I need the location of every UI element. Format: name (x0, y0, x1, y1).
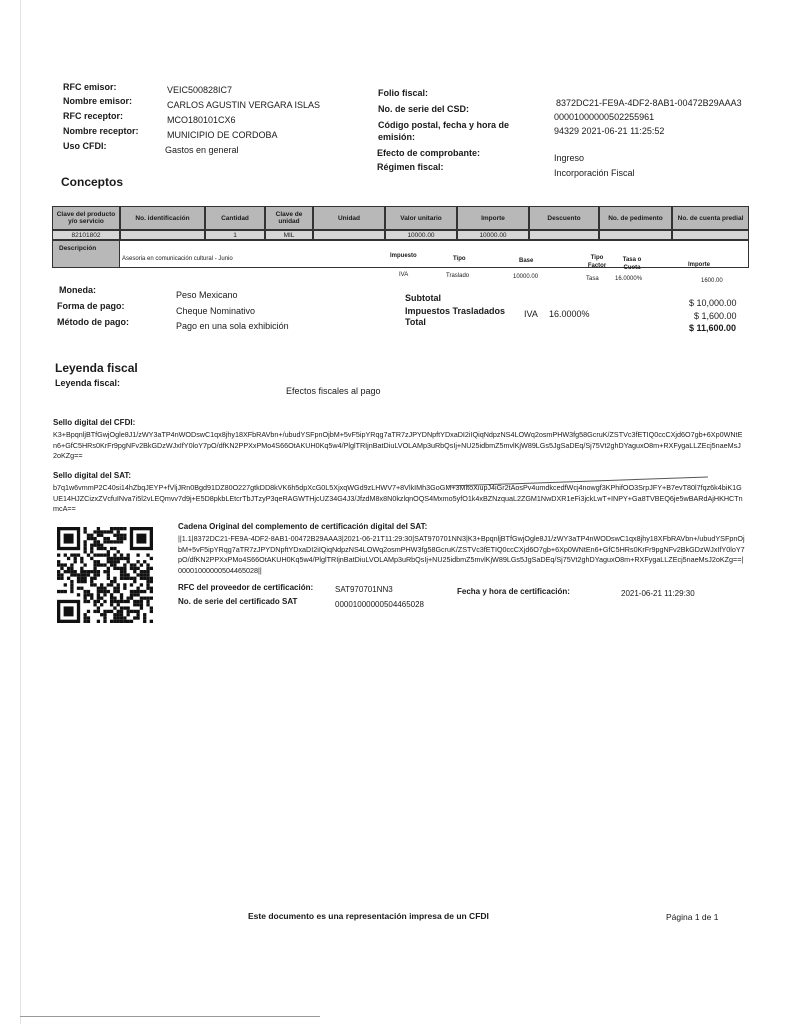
fecha-certificacion-value: 2021-06-21 11:29:30 (621, 589, 695, 598)
regimen-label: Régimen fiscal: (377, 162, 444, 172)
subtotal-label: Subtotal (405, 293, 441, 303)
col-no-cuenta-predial: No. de cuenta predial (672, 206, 749, 230)
uso-cfdi-value: Gastos en general (165, 145, 239, 155)
metodo-pago-label: Método de pago: (57, 317, 129, 327)
cp-label-2: emisión: (378, 132, 416, 142)
cell-no-cuenta-predial (672, 230, 749, 240)
cell-valor-unitario: 10000.00 (385, 230, 457, 240)
forma-pago-value: Cheque Nominativo (176, 306, 256, 316)
rfc-receptor-label: RFC receptor: (63, 111, 124, 121)
moneda-value: Peso Mexicano (176, 290, 238, 300)
descripcion-value: Asesoria en comunicación cultural - Junio (122, 256, 233, 262)
csd-value: 00001000000502255961 (554, 112, 655, 122)
cell-cantidad: 1 (205, 230, 265, 240)
impuestos-label: Impuestos Trasladados (405, 306, 506, 316)
folio-fiscal-value: 8372DC21-FE9A-4DF2-8AB1-00472B29AAA3 (556, 98, 742, 108)
moneda-label: Moneda: (59, 285, 96, 295)
tax-base-header: Base (519, 258, 534, 264)
cell-clave-producto: 82101802 (52, 230, 120, 240)
tax-impuesto-value: IVA (399, 272, 409, 278)
rfc-emisor-value: VEIC500828IC7 (167, 85, 233, 95)
cadena-value: ||1.1|8372DC21-FE9A-4DF2-8AB1-00472B29AAA3|2021-06-21T11:29:30|SAT970701NN3|K3+BpqnljBTfGwjOgle8J1/zWY3aTP4nWODswC1qx8jhy18XFbRAVbn+/ubudYSFpnOjbM+5vF5ipYRqg7aTR7zJPYDNpftYDxaDI2iIQiqNdpzNS4LOWq2osmPHW3fg58GcruK/ZSTVc3fETIQ0ccCXjd6O7gb+6Xp0WNtEn6+GfC5HRs0KrFr9pgNFv2BkGDzWJxIfY0loY7pO/dfKN2PPXxPMo4S66OtAKUH0Kq5w4/PlglTRIjnBatDiuLVOLAMp3uRbQsIj+NU25idbmZ5mvlKjW89LGs5JgSaDEq/Sj75Vt2ghDYaguxO8m+RXFygaLLZEcj5naeMsJ2oKZg==|00001000000504465028|| (178, 534, 745, 575)
cadena-label: Cadena Original del complemento de certificación digital del SAT: (178, 522, 428, 531)
cell-clave-unidad: MIL (265, 230, 313, 240)
tax-tipo-header: Tipo (453, 256, 466, 262)
qr-code (57, 527, 153, 623)
tax-impuesto-header: Impuesto (390, 253, 417, 259)
leyenda-label: Leyenda fiscal: (55, 378, 121, 388)
cell-unidad (313, 230, 385, 240)
tax-tipo-factor-header: Tipo Factor (587, 255, 607, 269)
tax-base-value: 10000.00 (513, 274, 539, 280)
total-label: Total (405, 317, 426, 327)
csd-label: No. de serie del CSD: (378, 104, 470, 114)
nombre-receptor-label: Nombre receptor: (63, 126, 139, 136)
cell-importe: 10000.00 (457, 230, 529, 240)
folio-fiscal-label: Folio fiscal: (378, 88, 429, 98)
rfc-proveedor-label: RFC del proveedor de certificación: (178, 583, 314, 592)
impuestos-tipo: IVA (524, 309, 538, 319)
col-descuento: Descuento (529, 206, 599, 230)
no-serie-sat-value: 00001000000504465028 (335, 600, 424, 609)
cell-no-identificacion (120, 230, 205, 240)
cell-no-pedimento (599, 230, 672, 240)
tax-importe-value: 1600.00 (701, 278, 723, 284)
descripcion-area (120, 240, 749, 268)
leyenda-title: Leyenda fiscal (55, 361, 138, 375)
col-clave-unidad: Clave de unidad (265, 206, 313, 230)
rfc-receptor-value: MCO180101CX6 (167, 115, 236, 125)
col-cantidad: Cantidad (205, 206, 265, 230)
col-importe: Importe (457, 206, 529, 230)
tax-tasa-value: 16.0000% (615, 276, 643, 282)
nombre-receptor-value: MUNICIPIO DE CORDOBA (167, 130, 278, 140)
page-number: Página 1 de 1 (666, 912, 719, 922)
fecha-certificacion-label: Fecha y hora de certificación: (457, 587, 570, 596)
regimen-value: Incorporación Fiscal (554, 168, 635, 178)
no-serie-sat-label: No. de serie del certificado SAT (178, 597, 298, 606)
forma-pago-label: Forma de pago: (57, 301, 125, 311)
sello-sat-value: b7q1w6vmmP2C40si14hZbqJEYP+fVljJRn0Bgd91DZ80O227gtkDD8kVK6h5dpXcG0L5XjxqWGd9zLHWV7+8VlkIMh3GoGM+3MltoXiupJ4iGr2tAosPv4umdkcedfWcj4nowgf3KPhifOO3SrpJFY+B7evT80l7fqz6k4biK1GUE14HJZCizxZVcfuINva7i5l2vLEQmvv7d9j+E5D8pkbLEtcrTbJTzyP3qeRAGWTHjcUZ34G4J3/JfzdM8x8N0kzlqnOQS4Mxmo5yfO1k4xBZNzquaL2ZGM1NwDXR1eFi3jckLwT+INPY+Ga8TVBEQ6je5wBARdAjHKHCTnmcA== (53, 483, 743, 513)
col-unidad: Unidad (313, 206, 385, 230)
col-no-identificacion: No. identificación (120, 206, 205, 230)
rfc-proveedor-value: SAT970701NN3 (335, 585, 393, 594)
cell-descuento (529, 230, 599, 240)
sello-cfdi-label: Sello digital del CFDI: (53, 418, 136, 427)
efecto-label: Efecto de comprobante: (377, 148, 481, 158)
descripcion-label: Descripción (52, 240, 120, 268)
sello-cfdi-value: K3+BpqnljBTfGwjOgle8J1/zWY3aTP4nWODswC1qx8jhy18XFbRAVbn+/ubudYSFpnOjbM+5vF5ipYRqg7aTR7zJPYDNpftYDxaDI2iIQiqNdpzNS4LOWq2osmPHW3fg58GcruK/ZSTVc3fETIQ0ccCXjd6O7gb+6Xp0WNtEn6+GfC5HRs0KrFr9pgNFv2BkGDzWJxIfY0loY7pO/dfKN2PPXxPMo4S66OtAKUH0Kq5w4/PlglTRIjnBatDiuLVOLAMp3uRbQsIj+NU25idbmZ5mvlKjW89LGs5JgSaDEq/Sj75Vt2ghDYaguxO8m+RXFygaLLZEcj5naeMsJ2oKZg== (53, 430, 743, 460)
nombre-emisor-label: Nombre emisor: (63, 96, 133, 106)
nombre-emisor-value: CARLOS AGUSTIN VERGARA ISLAS (167, 100, 321, 110)
col-clave-producto: Clave del producto y/o servicio (52, 206, 120, 230)
scan-margin-line (20, 0, 21, 1024)
col-valor-unitario: Valor unitario (385, 206, 457, 230)
cp-value: 94329 2021-06-21 11:25:52 (554, 126, 665, 136)
representacion-text: Este documento es una representación impresa de un CFDI (248, 911, 489, 921)
metodo-pago-value: Pago en una sola exhibición (176, 321, 289, 331)
efecto-value: Ingreso (554, 153, 585, 163)
rfc-emisor-label: RFC emisor: (63, 82, 117, 92)
uso-cfdi-label: Uso CFDI: (63, 141, 107, 151)
tax-importe-header: Importe (688, 262, 711, 268)
total-value: $ 11,600.00 (689, 323, 737, 333)
impuestos-tasa: 16.0000% (549, 309, 590, 319)
tax-tipo-factor-value: Tasa (586, 276, 599, 282)
sello-sat-label: Sello digital del SAT: (53, 471, 132, 480)
subtotal-value: $ 10,000.00 (689, 298, 737, 308)
scan-bottom-line (20, 1016, 320, 1017)
tax-tasa-header: Tasa o Cuota (622, 257, 642, 271)
conceptos-title: Conceptos (61, 175, 124, 189)
leyenda-value: Efectos fiscales al pago (286, 386, 381, 396)
impuestos-value: $ 1,600.00 (694, 311, 737, 321)
cp-label-1: Código postal, fecha y hora de (378, 120, 510, 130)
tax-tipo-value: Traslado (446, 273, 470, 279)
col-no-pedimento: No. de pedimento (599, 206, 672, 230)
